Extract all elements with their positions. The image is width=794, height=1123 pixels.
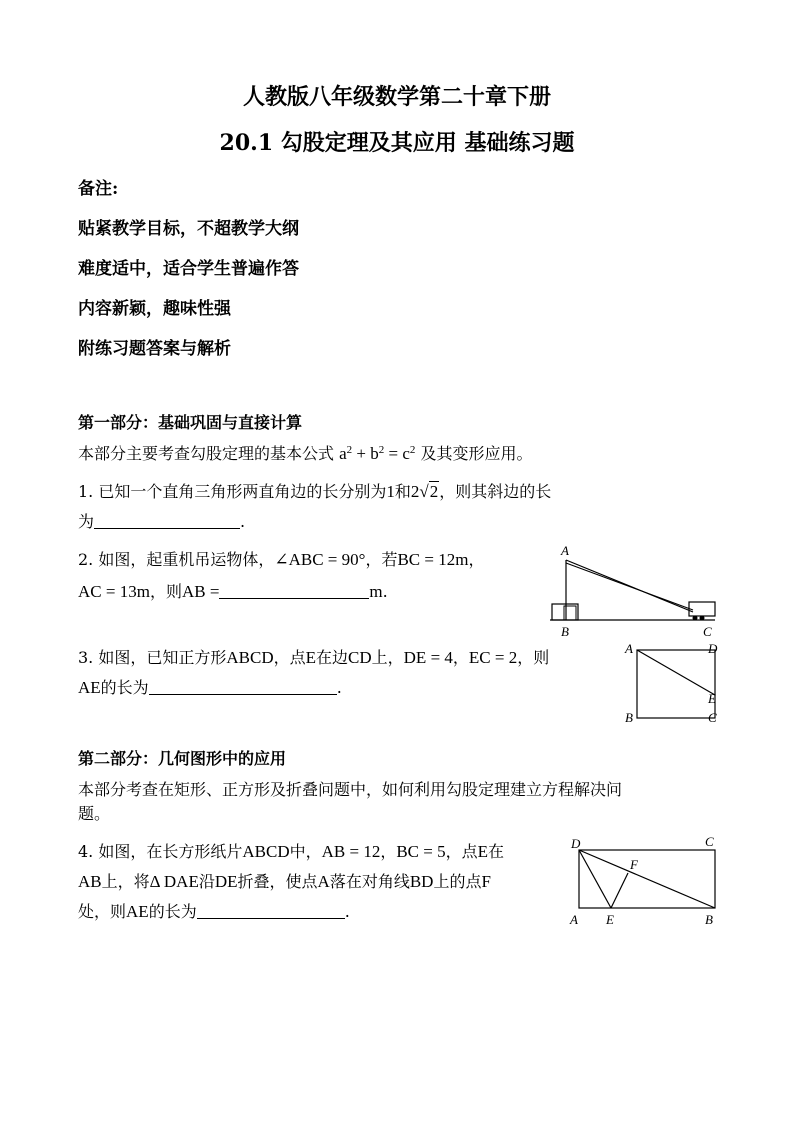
- point-label-c: C: [708, 710, 717, 725]
- answer-blank[interactable]: [219, 580, 369, 599]
- part1-intro: 本部分主要考查勾股定理的基本公式 $a^2 + b^2 = c^2$ 及其变形应用。: [78, 444, 533, 463]
- rectangle-fold-diagram: [565, 830, 725, 930]
- question-1: 1. 已知一个直角三角形两直角边的长分别为1和2√2，则其斜边的长: [78, 482, 552, 501]
- point-label-b: B: [625, 710, 633, 725]
- pythagorean-formula: $a^2 + b^2 = c^2$: [339, 444, 416, 463]
- point-label-e: E: [606, 912, 614, 927]
- note-label: 备注:: [78, 179, 119, 199]
- point-label-a: A: [561, 543, 569, 558]
- point-label-d: D: [571, 836, 581, 851]
- square-diagram: [622, 640, 722, 730]
- question-3: 3. 如图，已知正方形ABCD，点E在边CD上，DE = 4，EC = 2，则: [78, 648, 550, 667]
- question-1-answer: 为 .: [78, 512, 246, 531]
- note-item: 内容新颖，趣味性强: [78, 299, 231, 319]
- point-label-c: C: [705, 834, 714, 849]
- point-label-b: B: [561, 624, 569, 639]
- note-item: 附练习题答案与解析: [78, 339, 231, 359]
- point-label-c: C: [703, 624, 712, 639]
- question-4-answer: 处，则AE的长为 .: [78, 902, 350, 921]
- page-title-line2: 20.1 勾股定理及其应用 基础练习题: [219, 130, 575, 156]
- note-item: 贴紧教学目标，不超教学大纲: [78, 219, 299, 239]
- point-label-d: D: [708, 641, 718, 656]
- section-heading-part2: 第二部分：几何图形中的应用: [78, 749, 287, 768]
- point-label-f: F: [630, 857, 638, 872]
- point-label-a: A: [625, 641, 633, 656]
- question-4: 4. 如图，在长方形纸片ABCD中，AB = 12，BC = 5，点E在: [78, 842, 505, 861]
- point-label-b: B: [705, 912, 713, 927]
- question-4-line2: AB上，将Δ DAE沿DE折叠，使点A落在对角线BD上的点F: [78, 872, 491, 891]
- part2-intro: 本部分考查在矩形、正方形及折叠问题中，如何利用勾股定理建立方程解决问 题。: [78, 780, 623, 823]
- question-2-answer: AC = 13m，则AB = m.: [78, 582, 388, 601]
- question-3-answer: AE的长为 .: [78, 678, 342, 697]
- point-label-a: A: [570, 912, 578, 927]
- section-heading-part1: 第一部分：基础巩固与直接计算: [78, 413, 303, 432]
- page-title-line1: 人教版八年级数学第二十章下册: [242, 84, 551, 110]
- answer-blank[interactable]: [149, 676, 337, 695]
- question-2: 2. 如图，起重机吊运物体，∠ABC = 90°，若BC = 12m，: [78, 550, 485, 569]
- crane-diagram: [545, 540, 725, 640]
- note-item: 难度适中，适合学生普遍作答: [78, 259, 299, 279]
- answer-blank[interactable]: [94, 510, 240, 529]
- point-label-e: E: [708, 691, 716, 706]
- answer-blank[interactable]: [197, 900, 345, 919]
